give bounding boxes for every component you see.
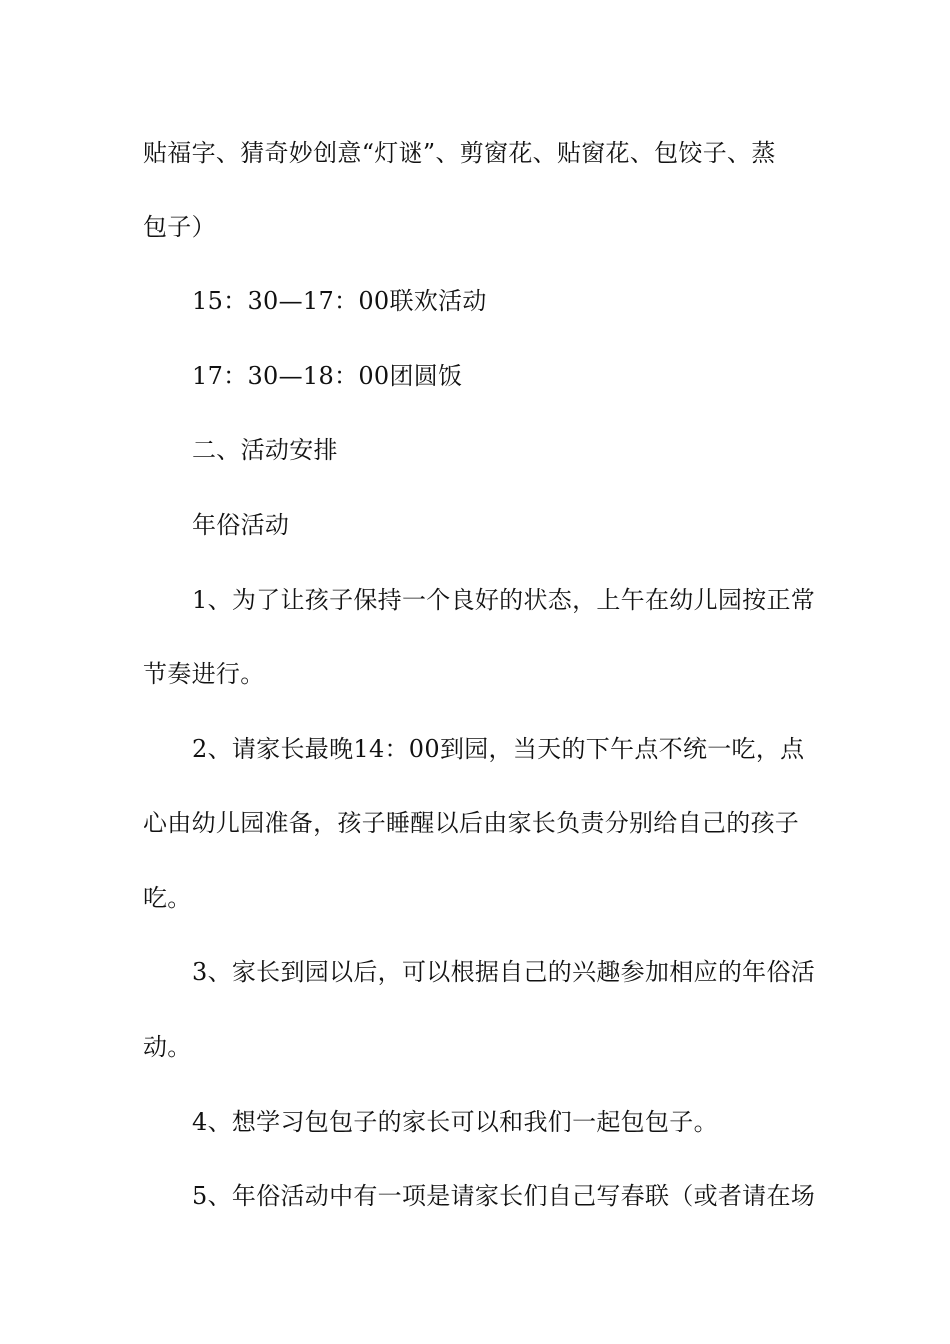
text-line: 包子） (143, 213, 216, 241)
section-heading: 二、活动安排 (192, 436, 338, 464)
list-item: 1、为了让孩子保持一个良好的状态，上午在幼儿园按正常 (192, 586, 816, 614)
list-item: 4、想学习包包子的家长可以和我们一起包包子。 (192, 1108, 718, 1136)
schedule-item: 15：30—17：00联欢活动 (192, 287, 487, 315)
text-line: 动。 (143, 1033, 192, 1061)
text-line: 心由幼儿园准备，孩子睡醒以后由家长负责分别给自己的孩子 (143, 809, 800, 837)
text-line: 贴福字、猜奇妙创意“灯谜”、剪窗花、贴窗花、包饺子、蒸 (143, 139, 776, 167)
schedule-item: 17：30—18：00团圆饭 (192, 362, 463, 390)
text-line: 节奏进行。 (143, 660, 265, 688)
subsection-heading: 年俗活动 (192, 511, 290, 539)
text-line: 吃。 (143, 884, 192, 912)
list-item: 2、请家长最晚14：00到园，当天的下午点不统一吃，点 (192, 735, 805, 763)
list-item: 5、年俗活动中有一项是请家长们自己写春联（或者请在场 (192, 1182, 816, 1210)
list-item: 3、家长到园以后，可以根据自己的兴趣参加相应的年俗活 (192, 958, 816, 986)
